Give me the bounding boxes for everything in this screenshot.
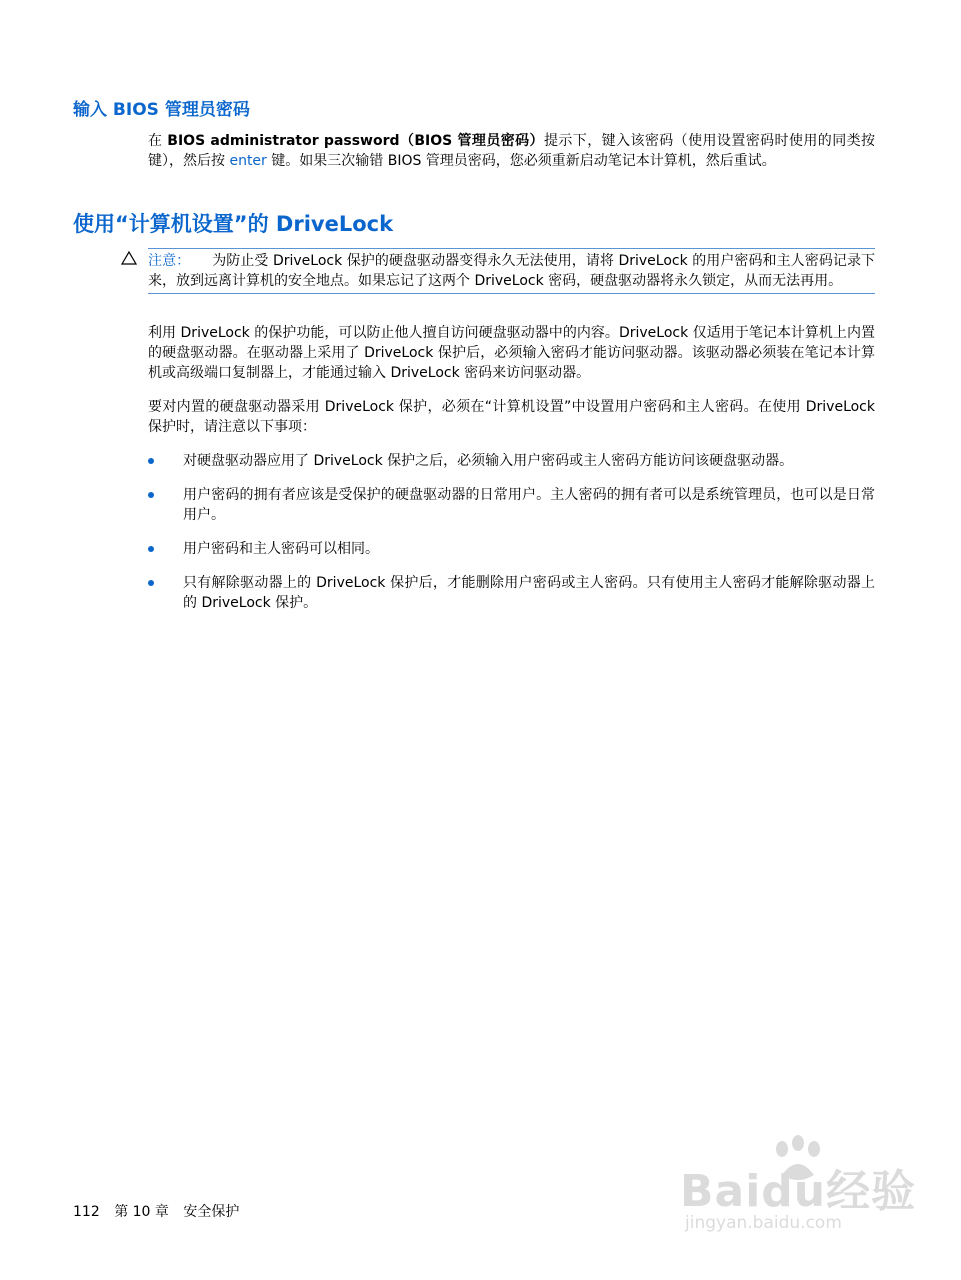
- list-item: [148, 539, 875, 559]
- bullet-icon: [148, 546, 154, 552]
- drivelock-notes-list: [148, 451, 875, 613]
- bullet-icon: [148, 580, 154, 586]
- para-text: 在: [148, 133, 168, 149]
- para-text: 键。如果三次输错 BIOS 管理员密码，您必须重新启动笔记本计算机，然后重试。: [266, 153, 776, 169]
- caution-note: [148, 248, 875, 294]
- bullet-icon: [148, 458, 154, 464]
- bullet-icon: [148, 492, 154, 498]
- enter-key-text: enter: [229, 153, 267, 169]
- watermark-brand: Baidu经验: [680, 1166, 917, 1217]
- page-footer: [73, 1202, 249, 1222]
- page-number: 112: [73, 1204, 100, 1220]
- para-text: 提示下，键入该密码（使用设置密码时使用的同类按键），然后按: [148, 133, 876, 169]
- baidu-watermark: [680, 1135, 917, 1245]
- watermark-url: jingyan.baidu.com: [685, 1213, 842, 1233]
- warning-triangle-icon: [121, 250, 137, 266]
- list-item: [148, 573, 875, 613]
- list-item-text: 只有解除驱动器上的 DriveLock 保护后，才能删除用户密码或主人密码。只有使用主人密码才能解除驱动器上的 DriveLock 保护。: [183, 575, 875, 611]
- note-label: 注意：: [148, 253, 191, 269]
- list-item-text: 用户密码的拥有者应该是受保护的硬盘驱动器的日常用户。主人密码的拥有者可以是系统管理员，也可以是日常用户。: [183, 487, 875, 523]
- section-heading-drivelock: 使用“计算机设置”的 DriveLock: [73, 212, 394, 236]
- chapter-title: 安全保护: [183, 1204, 240, 1220]
- note-text: 为防止受 DriveLock 保护的硬盘驱动器变得永久无法使用，请将 DriveLock 的用户密码和主人密码记录下来，放到远离计算机的安全地点。如果忘记了这两个 DriveLock 密码，硬盘驱动器将永久锁定，从而无法再用。: [148, 253, 876, 289]
- chapter-number: 第 10 章: [114, 1204, 169, 1220]
- list-item-text: 用户密码和主人密码可以相同。: [183, 541, 379, 557]
- bios-password-paragraph: [148, 131, 875, 171]
- section-heading-bios-password: 输入 BIOS 管理员密码: [73, 100, 250, 120]
- list-item-text: 对硬盘驱动器应用了 DriveLock 保护之后，必须输入用户密码或主人密码方能访问该硬盘驱动器。: [183, 453, 794, 469]
- list-item: [148, 485, 875, 525]
- drivelock-intro-paragraph: 利用 DriveLock 的保护功能，可以防止他人擅自访问硬盘驱动器中的内容。DriveLock 仅适用于笔记本计算机上内置的硬盘驱动器。在驱动器上采用了 DriveLock 保护后，必须输入密码才能访问驱动器。该驱动器必须装在笔记本计算机或高级端口复制器上，才能通过输入 DriveLock 密码来访问驱动器。: [148, 325, 875, 381]
- list-item: [148, 451, 875, 471]
- prompt-name: BIOS administrator password（BIOS 管理员密码）: [167, 133, 544, 149]
- drivelock-setup-paragraph: 要对内置的硬盘驱动器采用 DriveLock 保护，必须在“计算机设置”中设置用户密码和主人密码。在使用 DriveLock 保护时，请注意以下事项：: [148, 399, 875, 435]
